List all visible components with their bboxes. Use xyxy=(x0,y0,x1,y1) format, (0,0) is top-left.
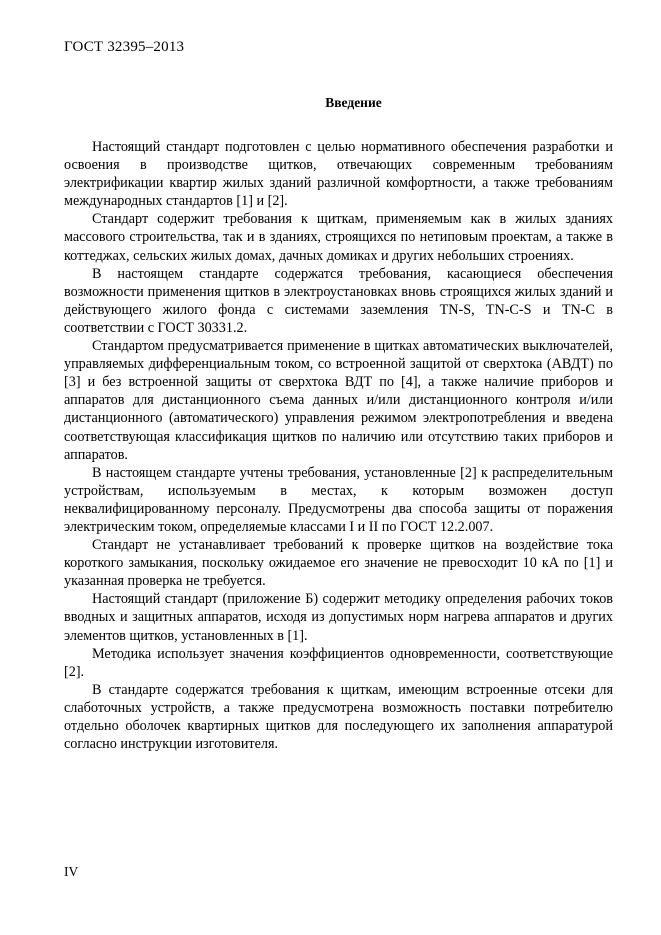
paragraph: Настоящий стандарт подготовлен с целью нормативного обеспечения разработки и освоения в производстве щитков, отвечающих современным требованиям электрификации квартир жилых зданий различной комфортности, а также требованиям международных стандартов [1] и [2]. xyxy=(64,139,613,210)
paragraph: Настоящий стандарт (приложение Б) содержит методику определения рабочих токов вводных и защитных аппаратов, исходя из допустимых норм нагрева аппаратов и других элементов щитков, установленных в [1]. xyxy=(64,591,613,644)
paragraph: В настоящем стандарте содержатся требования, касающиеся обеспечения возможности применения щитков в электроустановках вновь строящихся жилых зданий и действующего жилого фонда с системами заземления TN-S, TN-C-S и TN-C в соответствии с ГОСТ 30331.2. xyxy=(64,265,613,336)
paragraph: В стандарте содержатся требования к щиткам, имеющим встроенные отсеки для слаботочных устройств, а также предусмотрена возможность поставки потребителю отдельно оболочек квартирных щитков для последующего их заполнения аппаратурой согласно инструкции изготовителя. xyxy=(64,681,613,753)
paragraph: В настоящем стандарте учтены требования, установленные [2] к распределительным устройствам, используемым в местах, к которым возможен доступ неквалифицированному персоналу. Предусмотрены два способа защиты от поражения электрическим током, определяемые классами I и II по ГОСТ 12.2.007. xyxy=(64,464,613,535)
body-text xyxy=(64,138,613,753)
paragraph: Методика использует значения коэффициентов одновременности, соответствующие [2]. xyxy=(64,645,613,680)
section-title: Введение xyxy=(325,95,382,110)
paragraph: Стандарт не устанавливает требований к проверке щитков на воздействие тока короткого замыкания, поскольку ожидаемое его значение не превосходит 10 кА по [1] и указанная проверка не требуется. xyxy=(64,537,613,590)
page-header-standard-id: ГОСТ 32395–2013 xyxy=(64,39,185,55)
paragraph: Стандартом предусматривается применение в щитках автоматических выключателей, управляемых дифференциальным током, со встроенной защитой от сверхтока (АВДТ) по [3] и без встроенной защиты от сверхтока ВДТ по [4], а также наличие приборов и аппаратов для дистанционного съема данных и/или дистанционного контроля и/или дистанционного (автоматического) управления режимом электропотребления и введена соответствующая классификация щитков по наличию или отсутствию таких приборов и аппаратов. xyxy=(64,338,613,463)
paragraph: Стандарт содержит требования к щиткам, применяемым как в жилых зданиях массового строительства, так и в зданиях, строящихся по нетиповым проектам, а также в коттеджах, сельских жилых домах, дачных домиках и других небольших строениях. xyxy=(64,211,613,264)
page-number: IV xyxy=(64,864,79,879)
